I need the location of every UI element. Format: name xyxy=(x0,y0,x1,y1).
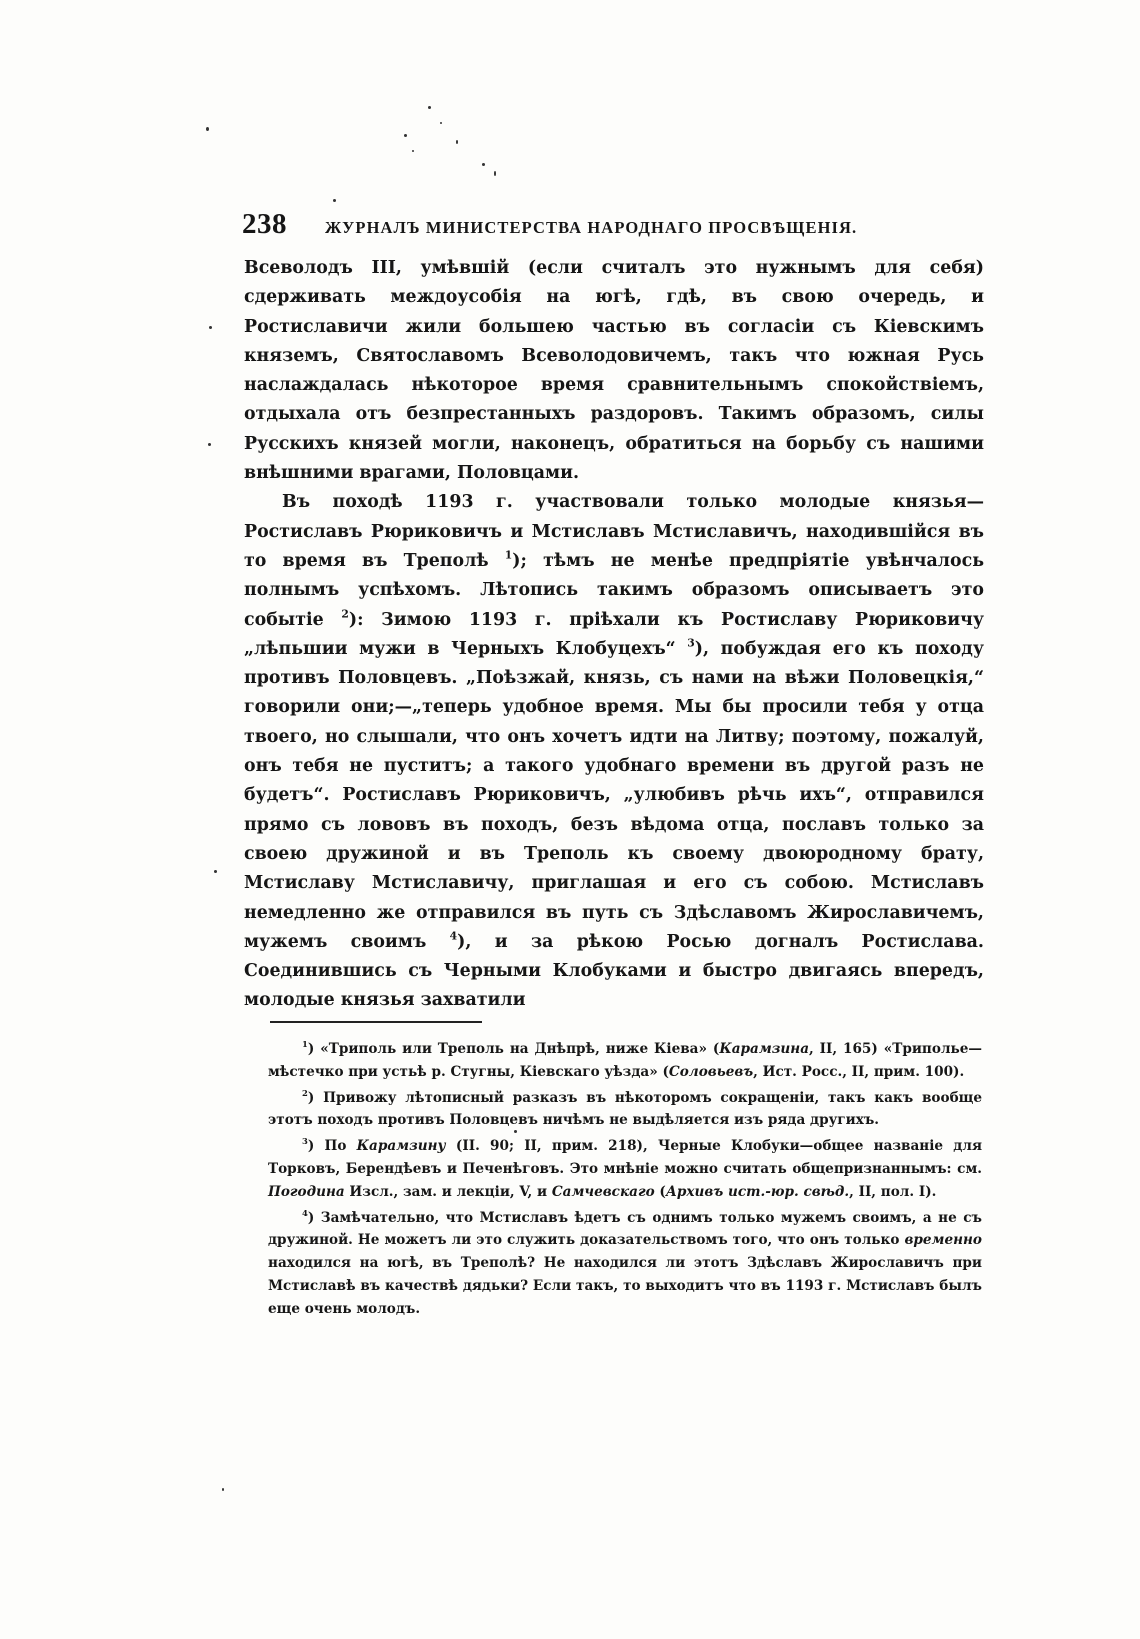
text-run: , II, 165) «Триполье—мѣстечко при устьѣ р. Стугны, Кіевскаго уѣзда» ( xyxy=(268,1041,983,1080)
text-run: ); тѣмъ не менѣе предпріятіе увѣнчалось полнымъ успѣхомъ. Лѣтопись такимъ образомъ описываетъ это событіе xyxy=(244,550,984,630)
scan-speck xyxy=(208,443,211,446)
text-run: ), и за рѣкою Росью догналъ Ростислава. Соединившись съ Черными Клобуками и быстро двигаясь впередъ, молодые князья захватили xyxy=(244,931,984,1011)
text-run: ): Зимою 1193 г. пріѣхали къ Ростиславу Рюриковичу „лѣпьшии мужи в Черныхъ Клобуцехъ“ xyxy=(244,609,984,659)
text-run: ) Замѣчательно, что Мстиславъ ѣдетъ съ однимъ только мужемъ своимъ, а не съ дружиной. Не можетъ ли это служить доказательствомъ того, что онъ только xyxy=(268,1209,982,1249)
author-name: Карамзина xyxy=(719,1041,810,1057)
text-run: ) Привожу лѣтописный разказъ въ нѣкоторомъ сокращеніи, такъ какъ вообще этотъ походъ противъ Половцевъ ничѣмъ не выдѣляется изъ ряда другихъ. xyxy=(268,1089,982,1129)
footnote-1 xyxy=(268,1038,982,1084)
scan-speck xyxy=(412,150,414,152)
text-run: , II, пол. I). xyxy=(849,1183,937,1200)
text-run: ) «Триполь или Треполь на Днѣпрѣ, ниже Кіева» ( xyxy=(307,1041,720,1057)
footnote-mark: 3 xyxy=(302,1136,308,1147)
footnotes xyxy=(268,1038,982,1324)
text-run: Изсл., зам. и лекціи, V, и xyxy=(344,1183,552,1200)
footnote-mark: 1 xyxy=(302,1039,308,1050)
footnote-3 xyxy=(268,1135,982,1203)
author-name: Соловьевъ xyxy=(668,1063,754,1080)
page-header xyxy=(242,208,982,248)
scan-speck xyxy=(209,326,212,329)
scan-speck xyxy=(456,140,458,144)
author-name: Карамзину xyxy=(356,1138,446,1155)
footnote-ref: 3 xyxy=(687,636,695,650)
footnote-ref: 4 xyxy=(449,929,458,943)
paragraph xyxy=(244,488,984,1015)
text-run: , Ист. Росс., II, прим. 100). xyxy=(753,1063,965,1080)
footnote-2 xyxy=(268,1087,982,1133)
footnote-4 xyxy=(268,1207,982,1321)
footnote-ref: 2 xyxy=(341,607,349,621)
footnote-mark: 2 xyxy=(302,1087,308,1098)
text-run: ( xyxy=(654,1183,666,1200)
scan-speck xyxy=(440,122,442,124)
source-title: Архивъ ист.-юр. свѣд. xyxy=(665,1183,850,1200)
emphasis: временно xyxy=(904,1232,982,1249)
scan-speck xyxy=(428,106,431,109)
scan-speck xyxy=(494,171,496,176)
author-name: Самчевскаго xyxy=(551,1183,655,1200)
scan-speck xyxy=(404,134,407,137)
scan-speck xyxy=(333,199,336,202)
scan-speck xyxy=(206,127,209,131)
text-run: ), побуждая его къ походу противъ Половцевъ. „Поѣзжай, князь, съ нами на вѣжи Половецкія,“ говорили они;—„теперь удобное время. Мы бы просили тебя у отца твоего, но слышали, что онъ хочетъ идти на Литву; поэтому, пожалуй, онъ тебя не пуститъ; а такого удобнаго времени въ другой разъ не будетъ“. Ростиславъ Рюриковичъ, „улюбивъ рѣчь ихъ“, отправился прямо съ лововъ въ походъ, безъ вѣдома отца, пославъ только за своею дружиной и въ Треполь къ своему двоюродному брату, Мстиславу Мстиславичу, приглашая и его съ собою. Мстиславъ немедленно же отправился въ путь съ Здѣславомъ Жирославичемъ, мужемъ своимъ xyxy=(244,638,985,952)
footnote-mark: 4 xyxy=(302,1207,308,1218)
scan-speck xyxy=(482,163,485,166)
text-run: (II. 90; II, прим. 218), Черные Клобуки—общее названіе для Торковъ, Берендѣевъ и Печенѣговъ. Это мнѣніе можно считать общепризнаннымъ: см. xyxy=(268,1138,982,1177)
page-number: 238 xyxy=(242,208,287,240)
scan-speck xyxy=(222,1488,224,1491)
footnote-divider xyxy=(270,1021,482,1023)
scan-speck xyxy=(214,870,217,873)
footnote-ref: 1 xyxy=(504,548,513,562)
main-text xyxy=(244,254,984,1016)
text-run: находился на югѣ, въ Треполѣ? Не находился ли этотъ Здѣславъ Жирославичъ при Мстиславѣ въ качествѣ дядьки? Если такъ, то выходитъ что въ 1193 г. Мстиславъ былъ еще очень молодъ. xyxy=(268,1255,982,1317)
text-run: ) По xyxy=(307,1138,357,1155)
text-run: Въ походѣ 1193 г. участвовали только молодые князья—Ростиславъ Рюриковичъ и Мстиславъ Мстиславичъ, находившійся въ то время въ Треполѣ xyxy=(244,492,984,571)
paragraph: Всеволодъ III, умѣвшій (если считалъ это нужнымъ для себя) сдерживать междоусобія на югѣ, гдѣ, въ свою очередь, и Ростиславичи жили большею частью въ согласіи съ Кіевскимъ княземъ, Святославомъ Всеволодовичемъ, такъ что южная Русь наслаждалась нѣкоторое время сравнительнымъ спокойствіемъ, отдыхала отъ безпрестанныхъ раздоровъ. Такимъ образомъ, силы Русскихъ князей могли, наконецъ, обратиться на борьбу съ нашими внѣшними врагами, Половцами. xyxy=(244,258,984,484)
author-name: Погодина xyxy=(268,1183,345,1200)
running-title: ЖУРНАЛЪ МИНИСТЕРСТВА НАРОДНАГО ПРОСВѢЩЕНІЯ. xyxy=(325,218,858,237)
